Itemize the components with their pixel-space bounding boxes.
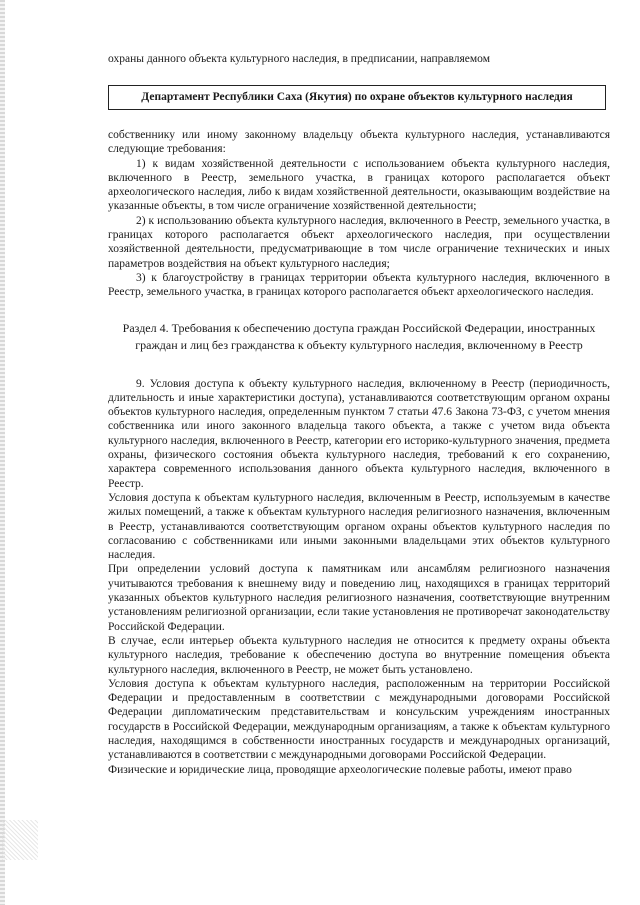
paragraph-international: Условия доступа к объектам культурного наследия, расположенным на территории Российской Федерации и предоставленным в соответствии с международными договорами Российской Федерации дипломатическим представительствам и консульским учреждениям иностранных государств в Российской Федерации, международным организациям, а также к объектам культурного наследия, находящимся в собственности иностранных государств и международных организаций, устанавливаются в соответствии с международными договорами Российской Федерации. (108, 677, 610, 762)
section-title: Раздел 4. Требования к обеспечению доступа граждан Российской Федерации, иностранных граждан и лиц без гражданства к объекту культурного наследия, включенному в Реестр (122, 320, 596, 352)
department-header: Департамент Республики Саха (Якутия) по охране объектов культурного наследия (108, 85, 606, 110)
requirement-item-2: 2) к использованию объекта культурного наследия, включенного в Реестр, земельного участка, в границах которого располагается объект археологического наследия, при осуществлении хозяйственной деятельности, предусматривающие в том числе ограничение технических и иных параметров воздействия на объект культурного наследия; (108, 214, 610, 270)
scan-stamp-mark (2, 820, 38, 860)
paragraph-9: 9. Условия доступа к объекту культурного наследия, включенному в Реестр (периодичность, длительность и иные характеристики доступа), устанавливаются соответствующим органом охраны объектов культурного наследия, определенным пунктом 7 статьи 47.6 Закона 73-ФЗ, с учетом мнения собственника или иного законного владельца такого объекта, а также с учетом вида объекта культурного наследия, включенного в Реестр, категории его историко-культурного значения, предмета охраны, физического состояния объекта культурного наследия, требований к его сохранению, характера современного использования данного объекта культурного наследия, включенного в Реестр. (108, 377, 610, 490)
paragraph-religious: При определении условий доступа к памятникам или ансамблям религиозного назначения учитываются требования к внешнему виду и поведению лиц, находящихся в границах территорий указанных объектов культурного наследия религиозного назначения, соответствующие внутренним установлениям религиозной организации, если такие установления не противоречат законодательству Российской Федерации. (108, 563, 610, 633)
scan-edge (0, 0, 5, 905)
paragraph-intro: собственнику или иному законному владельцу объекта культурного наследия, устанавливаются следующие требования: (108, 129, 610, 156)
paragraph-access-residential: Условия доступа к объектам культурного наследия, включенным в Реестр, используемым в качестве жилых помещений, а также к объектам культурного наследия религиозного назначения, включенным в Реестр, устанавливаются соответствующим органом охраны объектов культурного наследия по согласованию с собственниками или иными законными владельцами этих объектов культурного наследия. (108, 491, 610, 562)
paragraph-archaeology: Физические и юридические лица, проводящие археологические полевые работы, имеют право (108, 763, 572, 776)
top-line: охраны данного объекта культурного наследия, в предписании, направляемом (108, 53, 490, 65)
paragraph-interior: В случае, если интерьер объекта культурного наследия не относится к предмету охраны объекта культурного наследия, требование к обеспечению доступа во внутренние помещения объекта культурного наследия, включенного в Реестр, не может быть установлено. (108, 634, 610, 676)
requirement-item-1: 1) к видам хозяйственной деятельности с использованием объекта культурного наследия, включенного в Реестр, земельного участка, в границах которого располагается объект археологического наследия, либо к видам хозяйственной деятельности, оказывающим воздействие на указанные объекты, в том числе ограничение хозяйственной деятельности; (108, 157, 610, 213)
document-body (108, 128, 610, 777)
requirement-item-3: 3) к благоустройству в границах территории объекта культурного наследия, включенного в Реестр, земельного участка, в границах которого располагается объект археологического наследия. (108, 271, 610, 299)
